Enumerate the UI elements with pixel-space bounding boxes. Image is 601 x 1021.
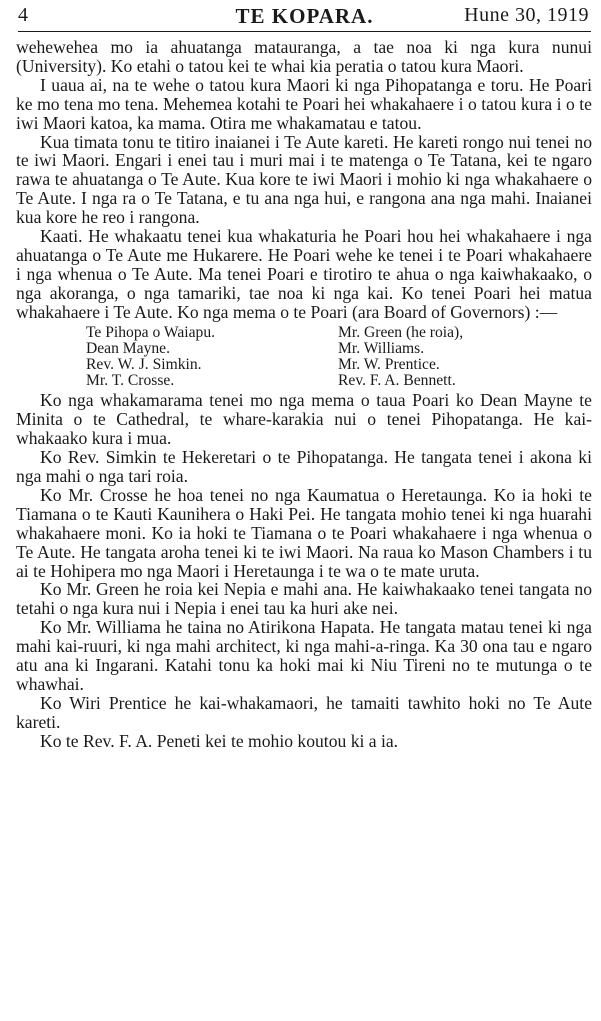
board-member: Mr. Williams. (338, 339, 425, 357)
header-divider (18, 31, 591, 32)
board-members-list (86, 325, 592, 390)
paragraph: I uaua ai, na te wehe o tatou kura Maori ki nga Pihopatanga e toru. He Poari ke mo tena mo tena. Mehemea kotahi te Poari hei whakahaere i o tatou kura i o te iwi Maori katoa, ka mama. Otira me whakamatau e tatou. (16, 74, 592, 133)
board-member: Mr. Green (he roia), (338, 323, 464, 341)
paragraph: wehewehea mo ia ahuatanga matauranga, a tae noa ki nga kura nunui (University). Ko etahi o tatou kei te whai kia peratia o tatou kura Maori. (16, 37, 592, 76)
board-member: Rev. W. J. Simkin. (86, 356, 202, 373)
paragraph: Ko Wiri Prentice he kai-whakamaori, he tamaiti tawhito hoki no Te Aute kareti. (16, 692, 592, 732)
board-member: Mr. T. Crosse. (86, 372, 175, 390)
article-body (16, 38, 592, 751)
paragraph: Ko nga whakamarama tenei mo nga mema o taua Poari ko Dean Mayne te Minita o te Cathedral, te whare-karakia nui o tenei Pihopatanga. He kai-whakaako kura i mua. (16, 390, 592, 449)
paragraph: Ko Mr. Crosse he hoa tenei no nga Kaumatua o Heretaunga. Ko ia hoki te Tiamana o te Kauti Kaunihera o Haki Pei. He tangata mohio tenei ki nga huarahi whakahaere moni. Ko ia hoki te Tiamana o te Poari whakahaere i nga whenua o Te Aute. He tangata aroha tenei ki te iwi Maori. Na raua ko Mason Chambers i tu ai te Hohipera mo nga Maori i Heretaunga i te wa o te mate uruta. (16, 484, 592, 581)
journal-title: TE KOPARA. (235, 4, 374, 28)
paragraph: Kua timata tonu te titiro inaianei i Te Aute kareti. He kareti rongo nui tenei no te iwi Maori. Engari i enei tau i muri mai i te matenga o Te Tatana, kei te ngaro rawa te ahuatanga o Te Aute. Kua kore te iwi Maori i mohio ki nga whakahaere o Te Aute. I nga ra o Te Tatana, e tu ana nga hui, e rangona ana nga mahi. Inaianei kua kore he reo i rangona. (16, 131, 592, 228)
paragraph: Ko te Rev. F. A. Peneti kei te mohio koutou ki a ia. (40, 730, 399, 751)
paragraph: Ko Rev. Simkin te Hekeretari o te Pihopatanga. He tangata tenei i akona ki nga mahi o nga tari roia. (16, 447, 592, 487)
issue-date: Hune 30, 1919 (464, 4, 589, 26)
board-member: Te Pihopa o Waiapu. (86, 323, 216, 341)
page-number: 4 (18, 4, 28, 26)
board-member: Mr. W. Prentice. (338, 356, 440, 373)
paragraph: Ko Mr. Green he roia kei Nepia e mahi ana. He kaiwhakaako tenei tangata no tetahi o nga kura nui i Nepia i enei tau ka huri ake nei. (16, 579, 592, 619)
paragraph: Kaati. He whakaatu tenei kua whakaturia he Poari hou hei whakahaere i nga ahuatanga o Te Aute me Hukarere. He Poari wehe ke tenei i te Poari whakahaere i nga whenua o Te Aute. Ma tenei Poari e tirotiro te ahua o nga kaiwhakaako, o nga akoranga, o nga tamariki, tae noa ki nga kai. Ko tenei Poari hei matua whakahaere i Te Aute. Ko nga mema o te Poari (ara Board of Governors) :— (16, 226, 592, 322)
page-header (18, 2, 591, 32)
board-member: Rev. F. A. Bennett. (338, 372, 456, 390)
board-member: Dean Mayne. (86, 339, 170, 357)
paragraph: Ko Mr. Williama he taina no Atirikona Hapata. He tangata matau tenei ki nga mahi kai-ruuri, ki nga mahi architect, ki nga mahi-a-ringa. Ka 30 ona tau e ngaro atu ana ki Ingarani. Katahi tonu ka hoki mai ki Niu Tireni no te mutunga o te whawhai. (16, 617, 592, 694)
